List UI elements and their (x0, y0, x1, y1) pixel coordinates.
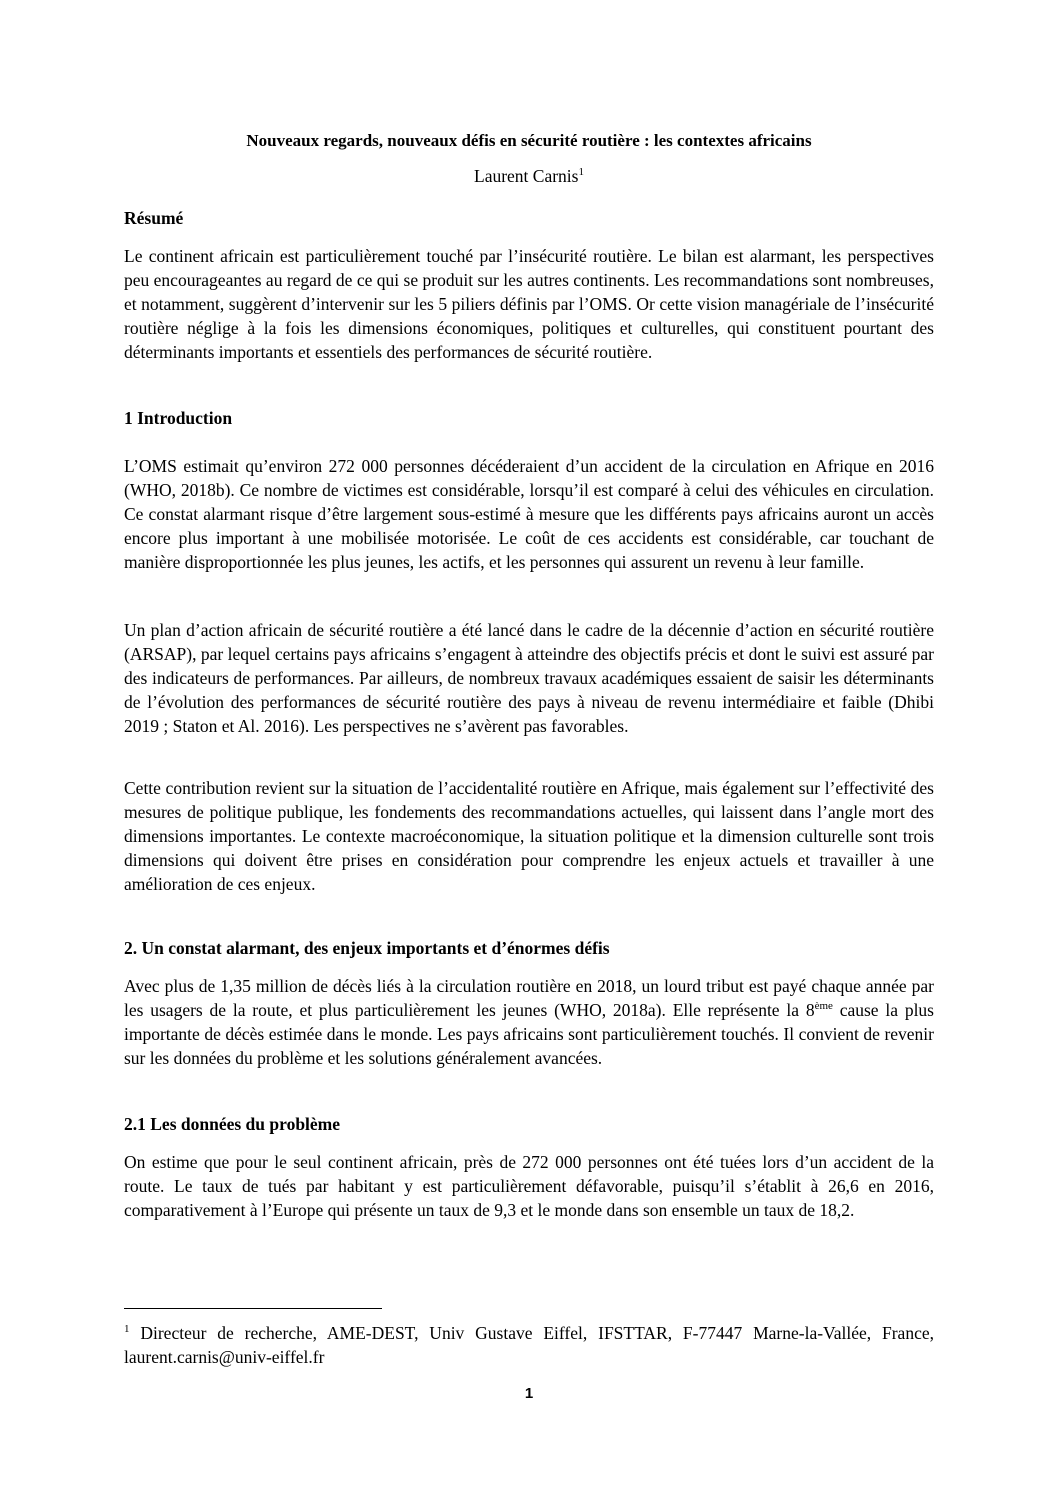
footnote-mark: 1 (124, 1323, 130, 1335)
section-2-1-heading: 2.1 Les données du problème (124, 1114, 341, 1134)
intro-paragraph-2: Un plan d’action africain de sécurité routière a été lancé dans le cadre de la décennie d’action en sécurité routière (ARSAP), par lequel certains pays africains s’engagent à atteindre des objectifs précis et dont le suivi est assuré par des indicateurs de performances. Par ailleurs, de nombreux travaux académiques essaient de saisir les déterminants de l’évolution des performances de sécurité routière des pays à niveau de revenu intermédiaire et faible (Dhibi 2019 ; Staton et Al. 2016). Les perspectives ne s’avèrent pas favorables. (124, 620, 934, 737)
author-name: Laurent Carnis (474, 166, 579, 186)
section-2-text-a: Avec plus de 1,35 million de décès liés à la circulation routière en 2018, un lourd tribut est payé chaque année par les usagers de la route, et plus particulièrement les jeunes (WHO, 2018a). Elle représente la 8 (124, 976, 934, 1021)
paper-title: Nouveaux regards, nouveaux défis en sécurité routière : les contextes africains (246, 131, 812, 150)
abstract-paragraph: Le continent africain est particulièrement touché par l’insécurité routière. Le bilan est alarmant, les perspectives peu encourageantes au regard de ce qui se produit sur les autres continents. Les recommandations sont nombreuses, et notamment, suggèrent d’intervenir sur les 5 piliers définis par l’OMS. Or cette vision managériale de l’insécurité routière néglige à la fois les dimensions économiques, politiques et culturelles, qui constituent pourtant des déterminants importants et essentiels des performances de sécurité routière. (124, 246, 934, 363)
section-1-heading: 1 Introduction (124, 408, 233, 428)
intro-paragraph-1: L’OMS estimait qu’environ 272 000 personnes décéderaient d’un accident de la circulation en Afrique en 2016 (WHO, 2018b). Ce nombre de victimes est considérable, lorsqu’il est comparé à celui des véhicules en circulation. Ce constat alarmant risque d’être largement sous-estimé à mesure que les différents pays africains auront un accès encore plus important à une mobilisée motorisée. Le coût de ces accidents est considérable, car touchant de manière disproportionnée les plus jeunes, les actifs, et les personnes qui assurent un revenu à leur famille. (124, 456, 934, 573)
page-number: 1 (524, 1385, 534, 1402)
abstract-heading: Résumé (124, 208, 184, 228)
footnote-separator (124, 1308, 382, 1309)
section-2-text-b: cause la plus importante de décès estimée dans le monde. Les pays africains sont particulièrement touchés. Il convient de revenir sur les données du problème et les solutions généralement avancées. (124, 1000, 934, 1069)
section-2-paragraph-1 (124, 974, 934, 1070)
ordinal-superscript: ème (814, 1000, 833, 1013)
author-line (124, 164, 934, 188)
author-footnote-mark[interactable]: 1 (578, 166, 584, 178)
section-2-heading: 2. Un constat alarmant, des enjeux importants et d’énormes défis (124, 938, 610, 958)
intro-paragraph-3: Cette contribution revient sur la situation de l’accidentalité routière en Afrique, mais également sur l’effectivité des mesures de politique publique, les fondements des recommandations actuelles, qui laissent dans l’angle mort des dimensions importantes. Le contexte macroéconomique, la situation politique et la dimension culturelle sont trois dimensions qui doivent être prises en considération pour comprendre les enjeux actuels et travailler à une amélioration de ces enjeux. (124, 778, 934, 895)
section-2-1-paragraph-1: On estime que pour le seul continent africain, près de 272 000 personnes ont été tuées lors d’un accident de la route. Le taux de tués par habitant y est particulièrement défavorable, puisqu’il s’établit à 26,6 en 2016, comparativement à l’Europe qui présente un taux de 9,3 et le monde dans son ensemble un taux de 18,2. (124, 1152, 934, 1221)
footnote-text: Directeur de recherche, AME-DEST, Univ Gustave Eiffel, IFSTTAR, F-77447 Marne-la-Vallée, France, laurent.carnis@univ-eiffel.fr (124, 1323, 934, 1367)
footnote (124, 1321, 934, 1369)
